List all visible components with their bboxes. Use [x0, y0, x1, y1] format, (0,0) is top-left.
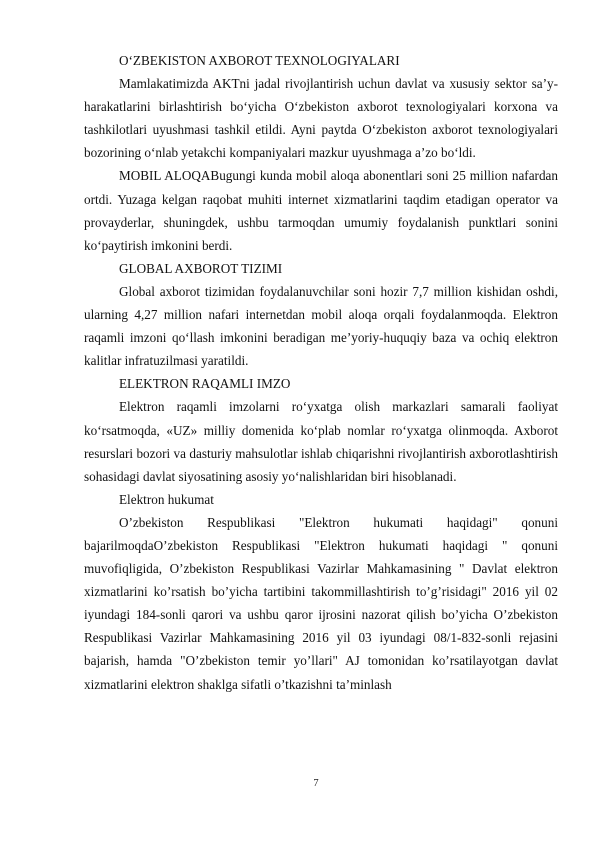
paragraph-it-association: Mamlakatimizda AKTni jadal rivojlantirish uchun davlat va xususiy sektor sa’y-harakatlarini birlashtirish bo‘yicha O‘zbekiston axborot texnologiyalari korxona va tashkilotlari uyushmasi tashkil etildi. Ayni paytda O‘zbekiston axborot texnologiyalari bozorining o‘nlab yetakchi kompaniyalari mazkur uyushmaga a’zo bo‘ldi. [84, 76, 558, 161]
heading-global-information-system: GLOBAL AXBOROT TIZIMI [119, 260, 283, 276]
heading-electronic-digital-signature: ELEKTRON RAQAMLI IMZO [119, 376, 291, 392]
heading-e-government: Elektron hukumat [119, 491, 214, 507]
paragraph-mobile-communication: MOBIL ALOQABugungi kunda mobil aloqa abonentlari soni 25 million nafardan ortdi. Yuzaga kelgan raqobat muhiti internet xizmatlarini taqdim etadigan operator va provayderlar, shuningdek, ushbu tarmoqdan umumiy foydalanish punktlari sonini ko‘paytirish imkonini berdi. [84, 168, 558, 253]
document-page [84, 49, 558, 696]
heading-it-section: O‘ZBEKISTON AXBOROT TEXNOLOGIYALARI [119, 53, 400, 68]
page-number: 7 [313, 778, 319, 789]
paragraph-global-information-system: Global axborot tizimidan foydalanuvchilar soni hozir 7,7 million kishidan oshdi, ularning 4,27 million nafari internetdan mobil aloqa orqali foydalanmoqda. Elektron raqamli imzoni qo‘llash imkonini beradigan me’yoriy-huquqiy baza va ochiq elektron kalitlar infratuzilmasi yaratildi. [84, 283, 558, 369]
paragraph-e-government: O’zbekiston Respublikasi "Elektron hukumati haqidagi" qonuni bajarilmoqdaO’zbekiston Respublikasi "Elektron hukumati haqidagi " qonuni muvofiqligida, O’zbekiston Respublikasi Vazirlar Mahkamasining " Davlat elektron xizmatlarini ko’rsatish bo’yicha tartibini takommillashtirish to’g’risidagi" 2016 yil 02 iyundagi 184-sonli qarori va ushbu qaror ijrosini nazorat qilish bo’yicha O’zbekiston Respublikasi Vazirlar Mahkamasining 2016 yil 03 iyundagi 08/1-832-sonli rejasini bajarish, hamda "O’zbekiston temir yo’llari" AJ tomonidan ko’rsatilayotgan davlat xizmatlarini elektron shaklga sifatli o’tkazishni ta’minlash [84, 514, 558, 692]
paragraph-electronic-digital-signature: Elektron raqamli imzolarni ro‘yxatga olish markazlari samarali faoliyat ko‘rsatmoqda, «UZ» milliy domenida ko‘plab nomlar ro‘yxatga olinmoqda. Axborot resurslari bozori va dasturiy mahsulotlar ishlab chiqarishni rivojlantirish axborotlashtirish sohasidagi davlat siyosatining asosiy yo‘nalishlaridan biri hisoblanadi. [84, 399, 558, 484]
